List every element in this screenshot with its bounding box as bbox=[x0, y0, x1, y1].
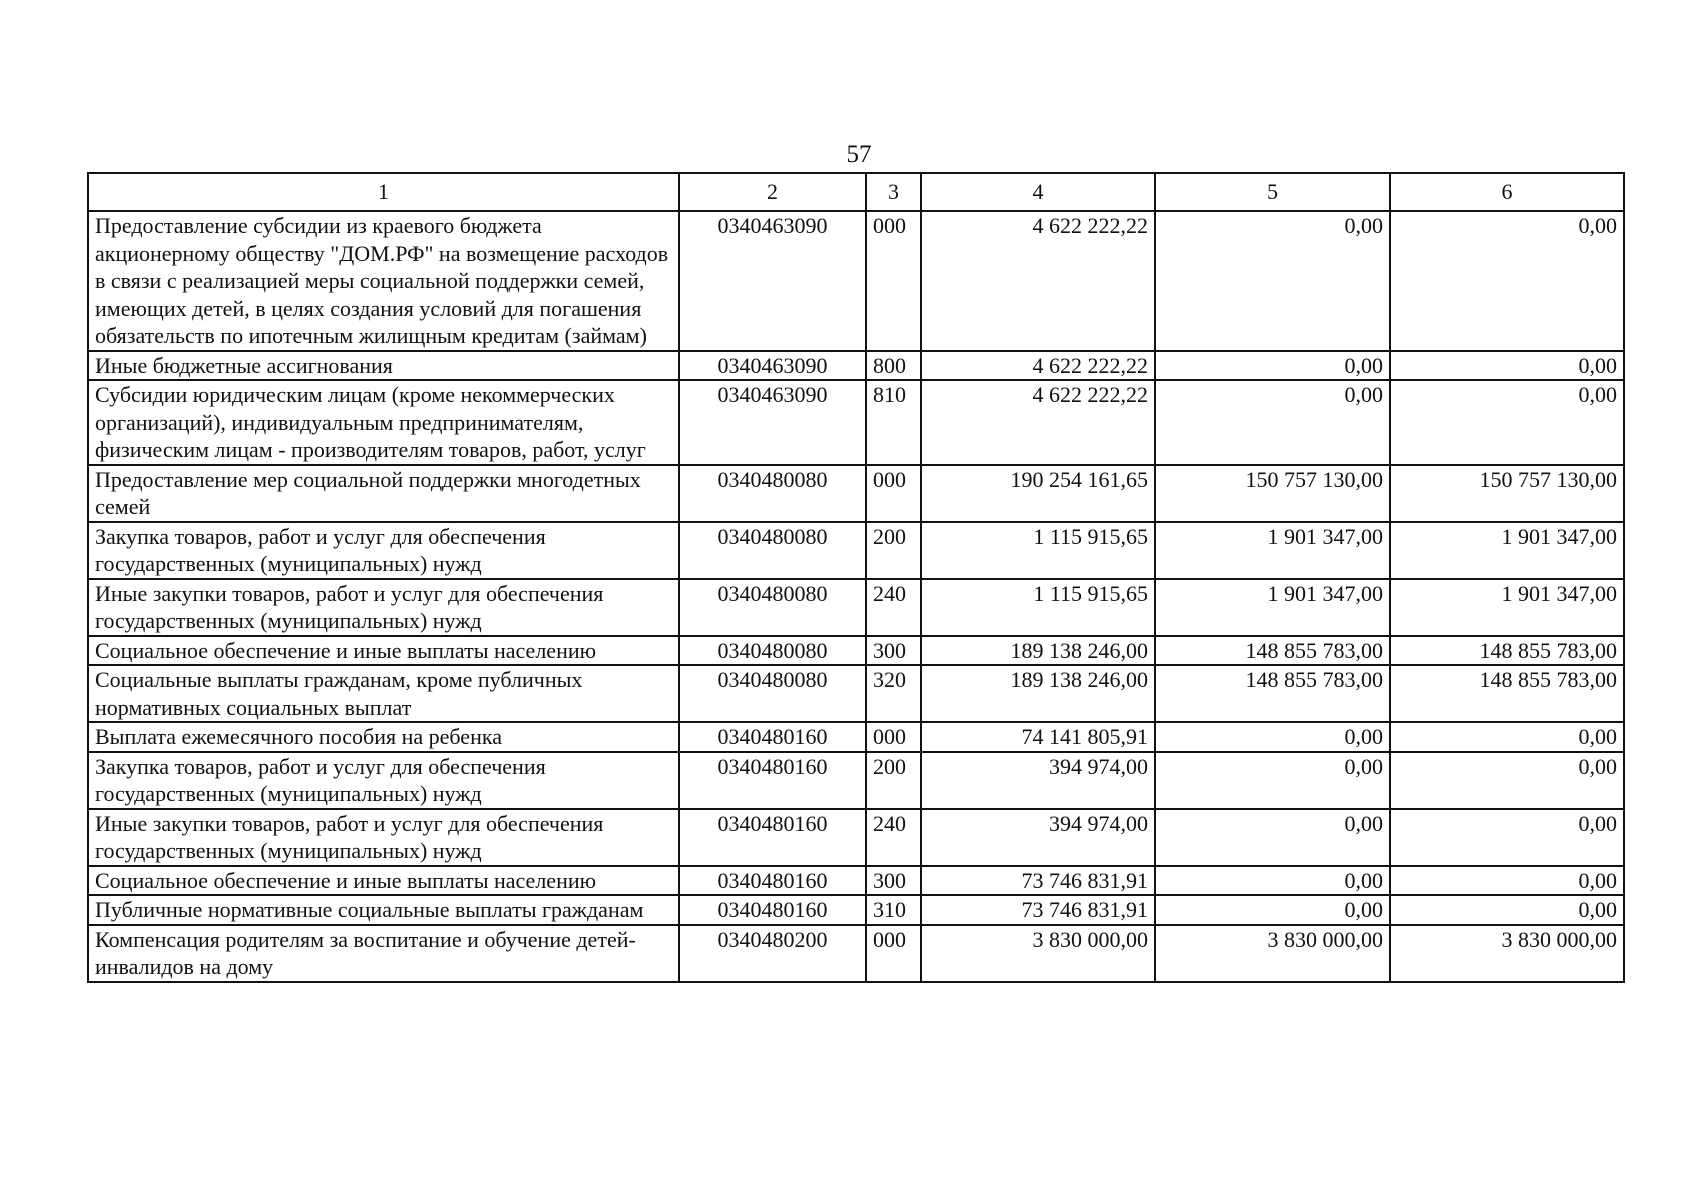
row-value-6: 150 757 130,00 bbox=[1390, 465, 1624, 522]
row-code: 0340480080 bbox=[679, 522, 866, 579]
row-name: Предоставление субсидии из краевого бюджета акционерному обществу "ДОМ.РФ" на возмещение расходов в связи с реализацией меры социальной поддержки семей, имеющих детей, в целях создания условий для погашения обязательств по ипотечным жилищным кредитам (займам) bbox=[88, 211, 679, 351]
row-name: Предоставление мер социальной поддержки многодетных семей bbox=[88, 465, 679, 522]
row-value-5: 0,00 bbox=[1155, 380, 1390, 465]
row-value-6: 0,00 bbox=[1390, 380, 1624, 465]
row-type: 310 bbox=[866, 895, 921, 925]
table-row bbox=[88, 579, 1624, 636]
row-value-5: 0,00 bbox=[1155, 752, 1390, 809]
row-code: 0340480200 bbox=[679, 925, 866, 982]
row-value-5: 0,00 bbox=[1155, 351, 1390, 381]
budget-table bbox=[87, 172, 1625, 983]
row-name: Субсидии юридическим лицам (кроме некоммерческих организаций), индивидуальным предпринимателям, физическим лицам - производителям товаров, работ, услуг bbox=[88, 380, 679, 465]
row-value-4: 189 138 246,00 bbox=[921, 636, 1155, 666]
row-value-6: 0,00 bbox=[1390, 895, 1624, 925]
header-col-5: 5 bbox=[1155, 173, 1390, 211]
row-value-4: 3 830 000,00 bbox=[921, 925, 1155, 982]
row-value-4: 1 115 915,65 bbox=[921, 579, 1155, 636]
table-row bbox=[88, 752, 1624, 809]
header-col-2: 2 bbox=[679, 173, 866, 211]
row-code: 0340480160 bbox=[679, 866, 866, 896]
row-code: 0340480160 bbox=[679, 895, 866, 925]
table-row bbox=[88, 809, 1624, 866]
row-code: 0340480160 bbox=[679, 809, 866, 866]
row-value-6: 0,00 bbox=[1390, 211, 1624, 351]
row-value-5: 0,00 bbox=[1155, 722, 1390, 752]
table-header bbox=[88, 173, 1624, 211]
row-name: Выплата ежемесячного пособия на ребенка bbox=[88, 722, 679, 752]
row-value-5: 148 855 783,00 bbox=[1155, 636, 1390, 666]
table-row bbox=[88, 866, 1624, 896]
row-type: 800 bbox=[866, 351, 921, 381]
row-code: 0340480080 bbox=[679, 636, 866, 666]
row-code: 0340480160 bbox=[679, 752, 866, 809]
row-value-4: 73 746 831,91 bbox=[921, 866, 1155, 896]
header-col-6: 6 bbox=[1390, 173, 1624, 211]
row-type: 300 bbox=[866, 636, 921, 666]
row-name: Социальное обеспечение и иные выплаты населению bbox=[88, 866, 679, 896]
table-row bbox=[88, 636, 1624, 666]
row-value-4: 1 115 915,65 bbox=[921, 522, 1155, 579]
row-value-6: 0,00 bbox=[1390, 752, 1624, 809]
row-name: Иные бюджетные ассигнования bbox=[88, 351, 679, 381]
header-row bbox=[88, 173, 1624, 211]
header-col-4: 4 bbox=[921, 173, 1155, 211]
row-value-5: 1 901 347,00 bbox=[1155, 579, 1390, 636]
row-value-5: 1 901 347,00 bbox=[1155, 522, 1390, 579]
row-value-5: 148 855 783,00 bbox=[1155, 665, 1390, 722]
table-body bbox=[88, 211, 1624, 982]
row-value-6: 1 901 347,00 bbox=[1390, 522, 1624, 579]
row-value-5: 150 757 130,00 bbox=[1155, 465, 1390, 522]
row-type: 320 bbox=[866, 665, 921, 722]
row-value-4: 189 138 246,00 bbox=[921, 665, 1155, 722]
row-type: 810 bbox=[866, 380, 921, 465]
row-name: Закупка товаров, работ и услуг для обеспечения государственных (муниципальных) нужд bbox=[88, 522, 679, 579]
row-value-4: 394 974,00 bbox=[921, 809, 1155, 866]
row-type: 000 bbox=[866, 722, 921, 752]
row-value-6: 1 901 347,00 bbox=[1390, 579, 1624, 636]
row-value-4: 4 622 222,22 bbox=[921, 211, 1155, 351]
row-value-6: 148 855 783,00 bbox=[1390, 636, 1624, 666]
table-row bbox=[88, 211, 1624, 351]
row-code: 0340480160 bbox=[679, 722, 866, 752]
row-type: 200 bbox=[866, 752, 921, 809]
row-code: 0340480080 bbox=[679, 665, 866, 722]
table-row bbox=[88, 665, 1624, 722]
table-row bbox=[88, 380, 1624, 465]
row-type: 200 bbox=[866, 522, 921, 579]
row-value-6: 0,00 bbox=[1390, 722, 1624, 752]
table-row bbox=[88, 351, 1624, 381]
table-row bbox=[88, 722, 1624, 752]
row-value-4: 190 254 161,65 bbox=[921, 465, 1155, 522]
row-value-6: 0,00 bbox=[1390, 351, 1624, 381]
row-value-4: 394 974,00 bbox=[921, 752, 1155, 809]
row-name: Компенсация родителям за воспитание и обучение детей-инвалидов на дому bbox=[88, 925, 679, 982]
row-name: Публичные нормативные социальные выплаты гражданам bbox=[88, 895, 679, 925]
row-name: Социальное обеспечение и иные выплаты населению bbox=[88, 636, 679, 666]
table-row bbox=[88, 465, 1624, 522]
table-row bbox=[88, 522, 1624, 579]
row-value-4: 74 141 805,91 bbox=[921, 722, 1155, 752]
row-value-4: 4 622 222,22 bbox=[921, 351, 1155, 381]
row-name: Иные закупки товаров, работ и услуг для обеспечения государственных (муниципальных) нужд bbox=[88, 809, 679, 866]
row-code: 0340480080 bbox=[679, 579, 866, 636]
table-row bbox=[88, 895, 1624, 925]
table-row bbox=[88, 925, 1624, 982]
row-name: Закупка товаров, работ и услуг для обеспечения государственных (муниципальных) нужд bbox=[88, 752, 679, 809]
page-number: 57 bbox=[846, 141, 872, 168]
row-type: 000 bbox=[866, 925, 921, 982]
row-value-5: 3 830 000,00 bbox=[1155, 925, 1390, 982]
row-code: 0340480080 bbox=[679, 465, 866, 522]
header-col-3: 3 bbox=[866, 173, 921, 211]
row-type: 300 bbox=[866, 866, 921, 896]
row-value-5: 0,00 bbox=[1155, 866, 1390, 896]
row-type: 000 bbox=[866, 465, 921, 522]
row-value-5: 0,00 bbox=[1155, 895, 1390, 925]
row-value-6: 3 830 000,00 bbox=[1390, 925, 1624, 982]
row-value-4: 73 746 831,91 bbox=[921, 895, 1155, 925]
row-name: Социальные выплаты гражданам, кроме публичных нормативных социальных выплат bbox=[88, 665, 679, 722]
row-type: 240 bbox=[866, 579, 921, 636]
row-value-6: 148 855 783,00 bbox=[1390, 665, 1624, 722]
row-value-6: 0,00 bbox=[1390, 866, 1624, 896]
row-type: 000 bbox=[866, 211, 921, 351]
row-value-6: 0,00 bbox=[1390, 809, 1624, 866]
header-col-1: 1 bbox=[88, 173, 679, 211]
row-code: 0340463090 bbox=[679, 380, 866, 465]
row-value-5: 0,00 bbox=[1155, 211, 1390, 351]
row-type: 240 bbox=[866, 809, 921, 866]
row-value-5: 0,00 bbox=[1155, 809, 1390, 866]
row-value-4: 4 622 222,22 bbox=[921, 380, 1155, 465]
row-code: 0340463090 bbox=[679, 351, 866, 381]
row-name: Иные закупки товаров, работ и услуг для обеспечения государственных (муниципальных) нужд bbox=[88, 579, 679, 636]
row-code: 0340463090 bbox=[679, 211, 866, 351]
